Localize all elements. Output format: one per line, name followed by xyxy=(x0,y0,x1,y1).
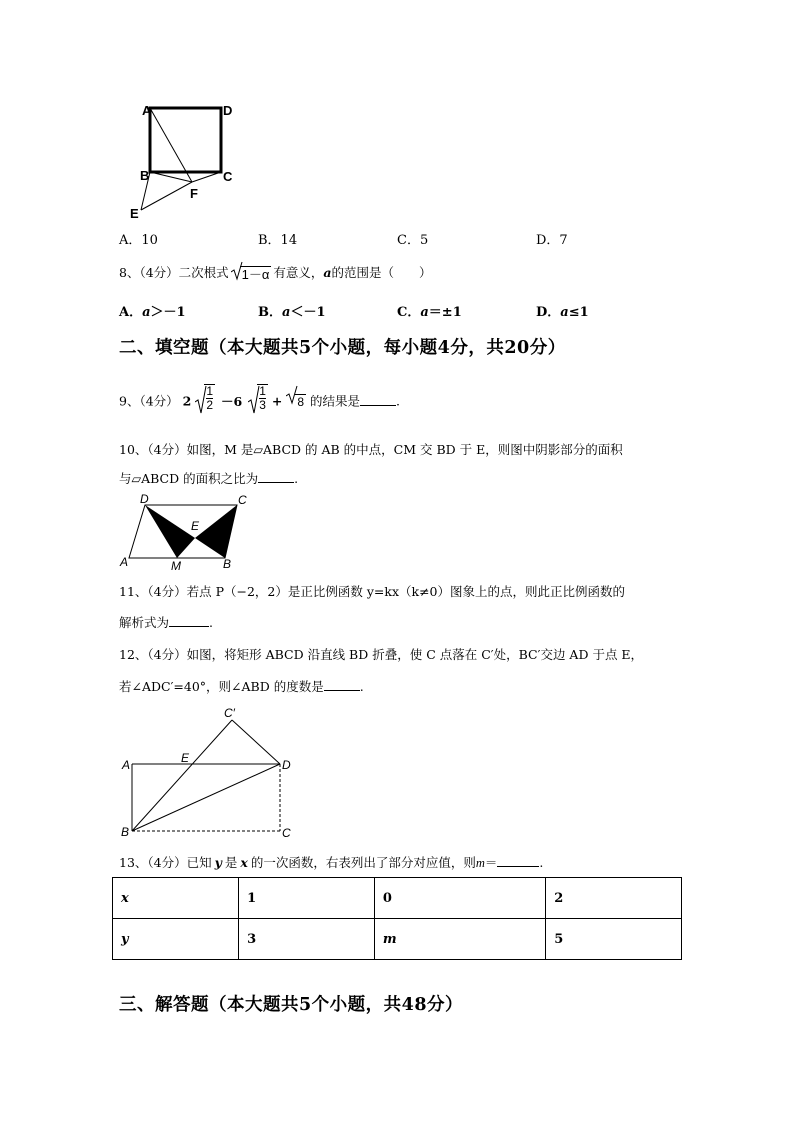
q9-text: 9、（4分） 2 $\frac{1}{2}$ －6 $\frac{1}{3}$ + 8 的结果是 . xyxy=(119,384,400,414)
q7-option-b: B．14 xyxy=(258,233,298,248)
table-cell: 0 xyxy=(374,878,545,919)
shaded-triangle-right xyxy=(195,505,237,558)
section-3-title: 三、解答题（本大题共5个小题，共48分） xyxy=(119,995,464,1015)
q7-figure xyxy=(125,97,245,222)
q12-figure xyxy=(115,700,305,840)
q12-blank[interactable] xyxy=(324,678,360,691)
value-table xyxy=(112,877,682,960)
line-ef xyxy=(141,182,192,210)
q8-radicand: 1－α xyxy=(241,267,270,282)
q9-coef1: 2 xyxy=(182,393,192,409)
q12-line1: 12、（4分）如图，将矩形 ABCD 沿直线 BD 折叠，使 C 点落在 C′处，BC′交边 AD 于点 E， xyxy=(119,647,644,662)
table-cell: x xyxy=(113,878,239,919)
q8-option-c: C．a＝±1 xyxy=(397,305,462,320)
q7-option-a: A．10 xyxy=(119,233,158,248)
table-cell: 5 xyxy=(546,919,682,960)
q8-option-a: A．a＞－1 xyxy=(119,305,186,320)
q8-sqrt xyxy=(231,264,272,283)
label-d: D xyxy=(223,103,233,118)
q8-suffix: 的范围是（ ） xyxy=(331,265,432,280)
label-b: B xyxy=(140,168,150,183)
q13-text: 13、（4分）已知 y 是 x 的一次函数，右表列出了部分对应值，则m＝ . xyxy=(119,855,544,870)
q9-op1: －6 xyxy=(221,393,243,409)
q11-line2: 解析式为 . xyxy=(119,615,213,630)
table-cell: 3 xyxy=(239,919,375,960)
label-d: D xyxy=(282,758,291,772)
q12-line2: 若∠ADC′=40°，则∠ABD 的度数是 . xyxy=(119,679,364,694)
q8-var-a: a xyxy=(323,265,332,280)
table-cell: 2 xyxy=(546,878,682,919)
table-cell: m xyxy=(374,919,545,960)
q8-option-b: B．a＜－1 xyxy=(258,305,326,320)
q9-op2: + xyxy=(271,393,283,409)
q9-blank[interactable] xyxy=(360,393,396,406)
label-e: E xyxy=(181,751,190,765)
label-c: C xyxy=(223,169,233,184)
q8-prefix: 8、（4分）二次根式 xyxy=(119,265,229,280)
label-a: A xyxy=(142,103,152,118)
q11-line1: 11、（4分）若点 P（−2，2）是正比例函数 y=kx（k≠0）图象上的点，则此正比例函数的 xyxy=(119,584,626,599)
label-a: A xyxy=(120,555,129,569)
label-f: F xyxy=(190,186,198,201)
label-e: E xyxy=(130,206,139,221)
diagonal-bd xyxy=(132,764,280,831)
q10-line2: 与▱ABCD 的面积之比为 . xyxy=(119,471,299,486)
q11-blank[interactable] xyxy=(169,614,209,627)
label-c: C xyxy=(282,826,291,840)
label-d: D xyxy=(140,492,149,506)
square-abcd xyxy=(150,108,221,172)
label-b: B xyxy=(121,825,130,839)
q9-sqrt-frac2: $\frac{1}{3}$ xyxy=(248,384,268,420)
q13-blank[interactable] xyxy=(497,854,539,867)
q9-sqrt-frac1: $\frac{1}{2}$ xyxy=(195,384,215,420)
q9-prefix: 9、（4分） xyxy=(119,393,179,409)
label-c-prime: C′ xyxy=(224,706,235,720)
q10-blank[interactable] xyxy=(258,470,294,483)
section-2-title: 二、填空题（本大题共5个小题，每小题4分，共20分） xyxy=(119,338,566,358)
label-a: A xyxy=(122,758,131,772)
q8-text xyxy=(119,263,432,283)
label-m: M xyxy=(171,559,181,573)
table-row xyxy=(113,919,682,960)
label-b: B xyxy=(223,557,232,571)
q9-sqrt-8: 8 xyxy=(286,387,306,417)
q7-option-c: C．5 xyxy=(397,233,429,248)
q10-line1: 10、（4分）如图，M 是▱ABCD 的 AB 的中点，CM 交 BD 于 E，则图中阴影部分的面积 xyxy=(119,442,623,457)
q10-figure xyxy=(115,492,255,574)
label-c: C xyxy=(238,493,247,507)
table-cell: 1 xyxy=(239,878,375,919)
shaded-triangle-left xyxy=(145,505,195,558)
label-e: E xyxy=(191,519,200,533)
q8-option-d: D．a≤1 xyxy=(536,305,589,320)
table-cell: y xyxy=(113,919,239,960)
line-bc-prime xyxy=(132,720,232,831)
line-c-prime-d xyxy=(232,720,280,764)
q9-suffix: 的结果是 xyxy=(310,393,361,409)
table-row xyxy=(113,878,682,919)
q7-option-d: D．7 xyxy=(536,233,568,248)
q8-middle: 有意义， xyxy=(273,265,324,280)
